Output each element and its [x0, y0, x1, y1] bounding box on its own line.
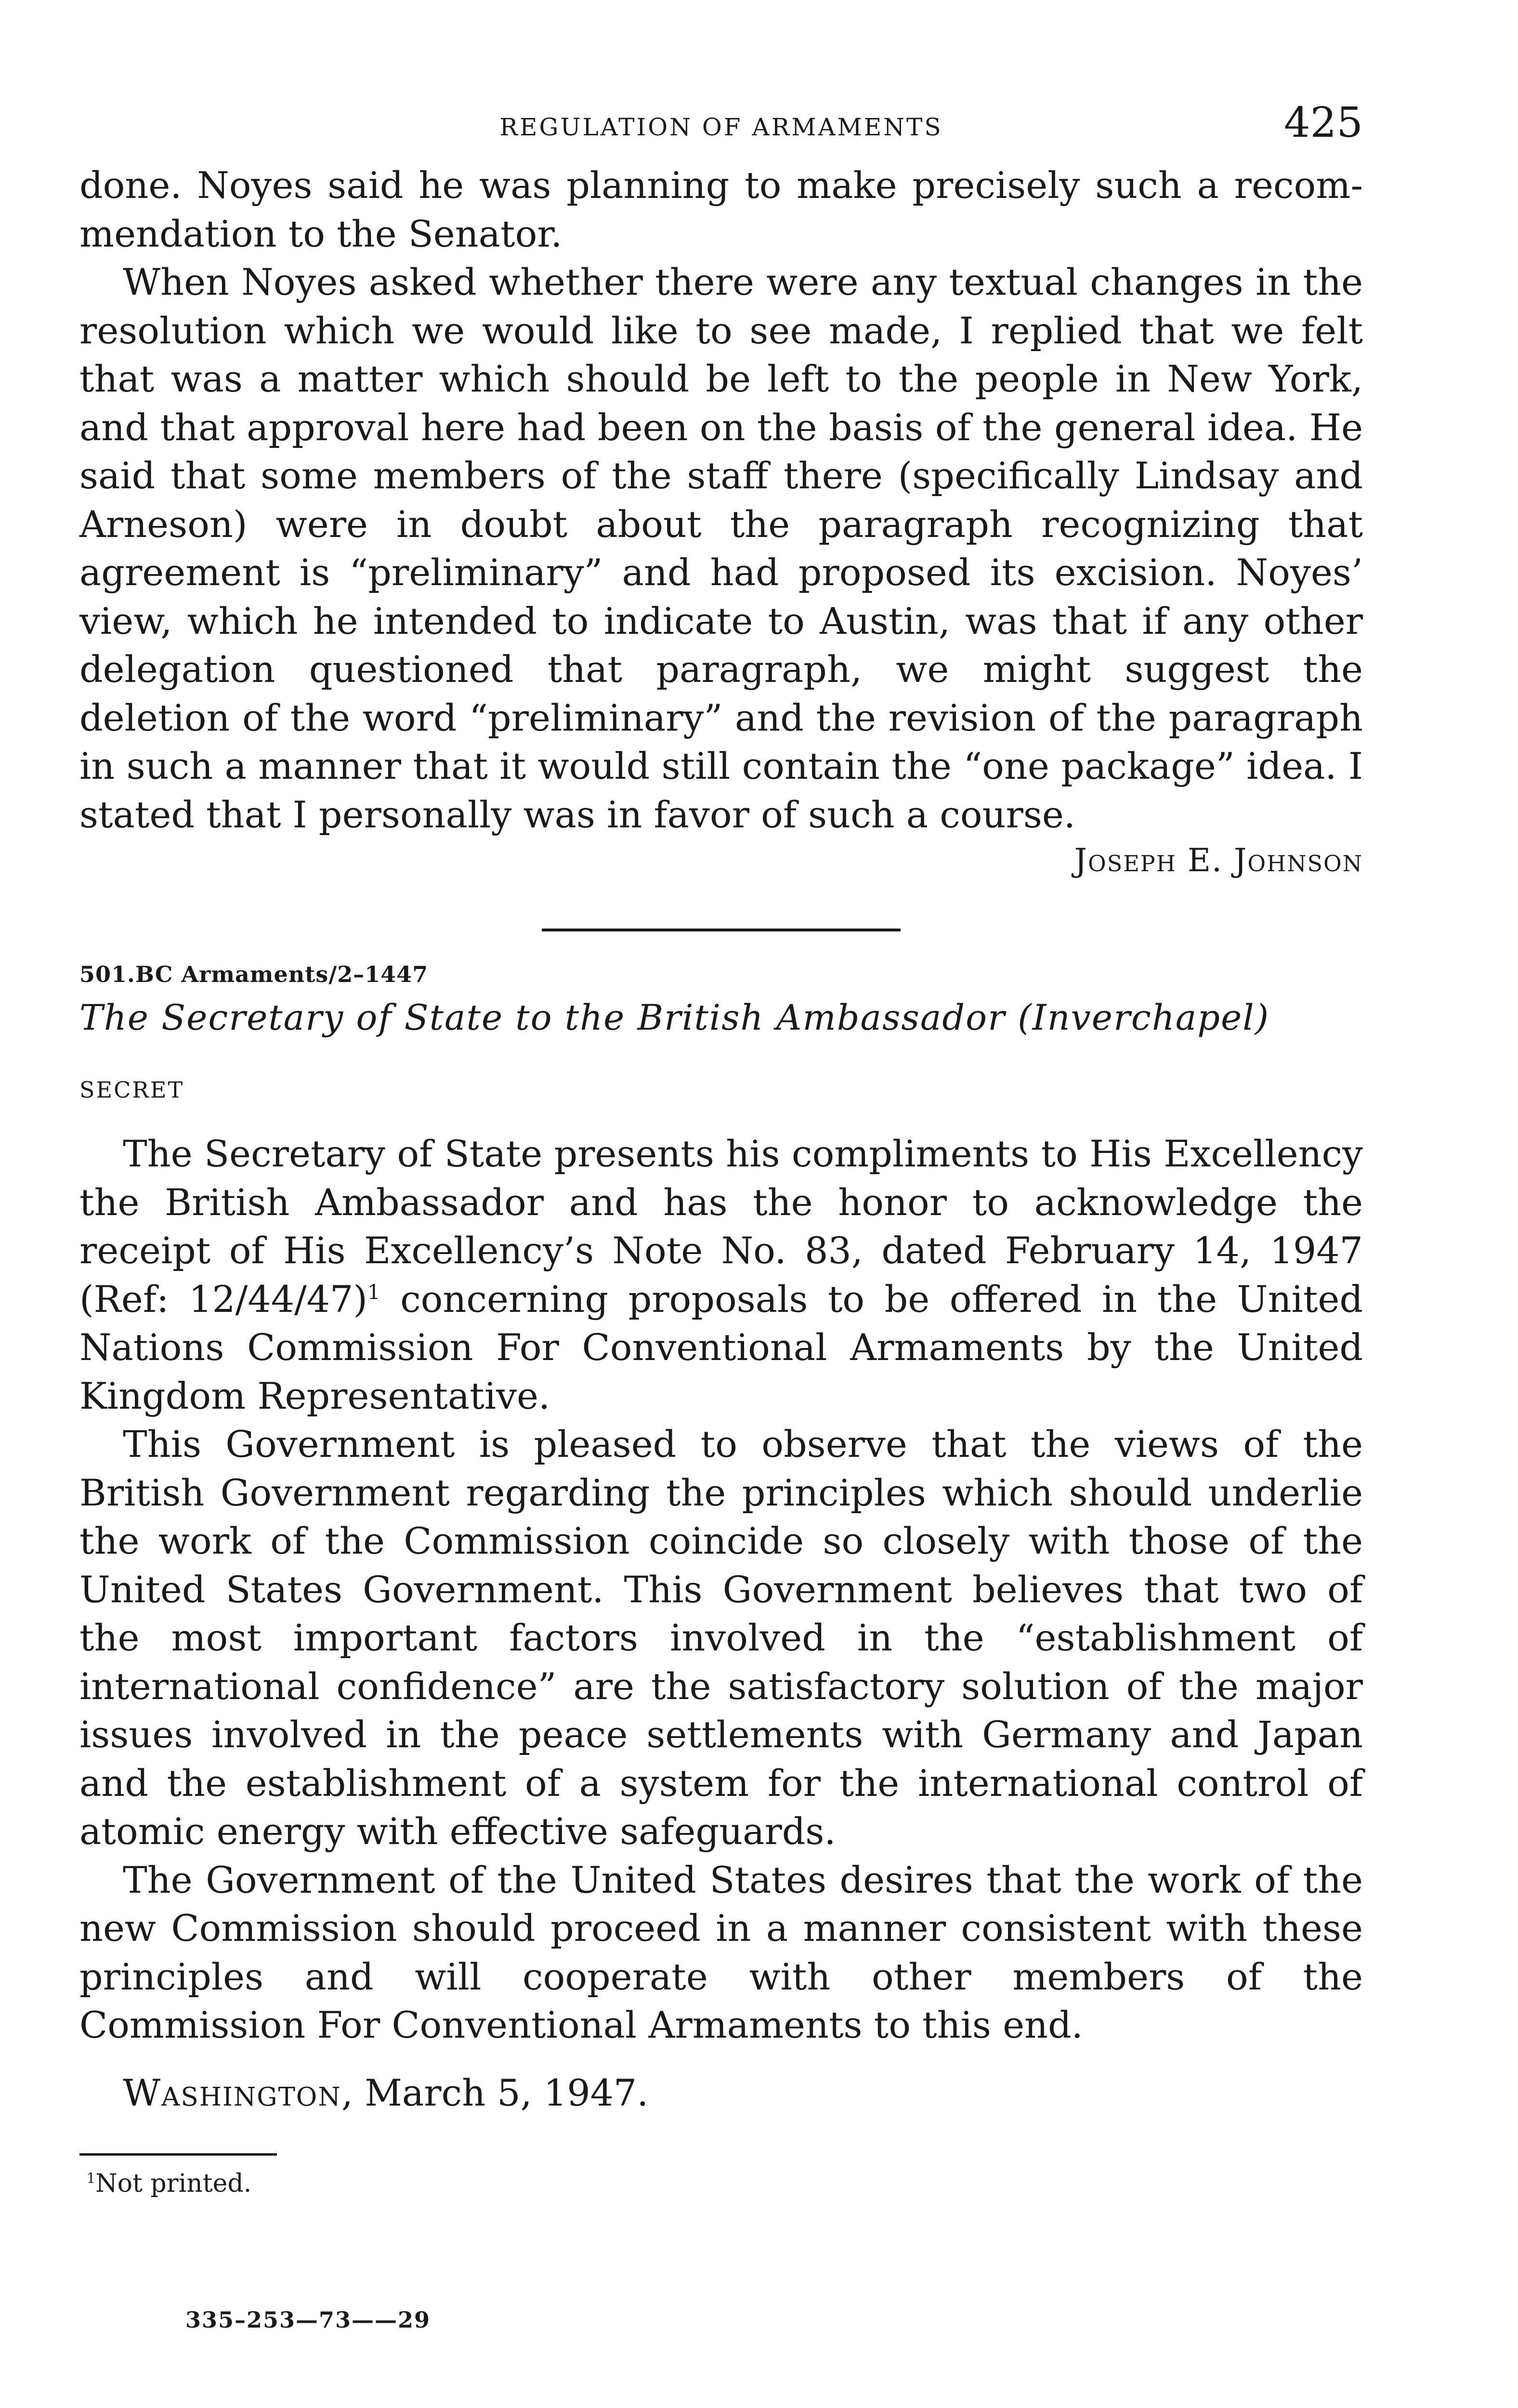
running-head — [79, 99, 1363, 161]
dateline — [79, 2069, 1363, 2118]
classification-label: SECRET — [79, 1077, 184, 1103]
body-paragraph-1-text-cont: concerning proposals to be offered in the United Nations Commission For Conventional Armaments by the United Kingdom Representative. — [79, 1277, 1363, 1417]
running-title: REGULATION OF ARMAMENTS — [499, 113, 943, 141]
document-title: The Secretary of State to the British Ambassador (Inverchapel) — [79, 997, 1270, 1038]
section-divider — [542, 929, 901, 931]
footnote-reference: 1 — [367, 1280, 380, 1304]
footnote — [79, 2169, 1363, 2198]
body-paragraph-2: This Government is pleased to observe that the views of the British Government regarding the principles which should underlie the work of the Commission coincide so closely with those of the United States Government. This Government believes that two of the most important factors involved in the “establishment of international confidence” are the satisfactory solution of the major issues involved in the peace settlements with Germany and Japan and the establishment of a system for the international control of atomic energy with effective safeguards. — [79, 1423, 1363, 1853]
file-reference: 501.BC Armaments/2–1447 — [79, 961, 429, 987]
continuation-paragraph-2: When Noyes asked whether there were any textual changes in the resolution which we would like to see made, I replied that we felt that was a matter which should be left to the people in New York, and that approval here had been on the basis of the general idea. He said that some members of the staff there (specifically Lindsay and Arneson) were in doubt about the paragraph recognizing that agreement is “preliminary” and had proposed its excision. Noyes’ view, which he intended to indicate to Austin, was that if any other delegation questioned that paragraph, we might suggest the deletion of the word “preliminary” and the revision of the paragraph in such a manner that it would still contain the “one package” idea. I stated that I personally was in favor of such a course. — [79, 261, 1363, 836]
dateline-date: , March 5, 1947. — [341, 2071, 649, 2114]
body-paragraph-1-text: The Secretary of State presents his compliments to His Excellency the British Ambassador and has the honor to acknowledge the receipt of His Excellency’s Note No. 83, dated February 14, 1947 (Ref: 12/44/47) — [79, 1132, 1363, 1321]
signature: Joseph E. Johnson — [1074, 842, 1363, 879]
footnote-marker: 1 — [87, 2170, 96, 2186]
page-body — [79, 99, 1363, 2198]
printer-imprint: 335–253—73——29 — [185, 2307, 431, 2333]
footnote-rule — [79, 2153, 277, 2156]
continuation-paragraph-1: done. Noyes said he was planning to make precisely such a recommendation to the Senator. — [79, 164, 1363, 255]
dateline-place: Washington — [123, 2071, 341, 2114]
body-paragraph-3: The Government of the United States desires that the work of the new Commission should proceed in a manner consistent with these principles and will cooperate with other members of the Commission For Conventional Armaments to this end. — [79, 1858, 1363, 2046]
body-paragraph-1 — [79, 1130, 1363, 1420]
page-number: 425 — [1283, 99, 1363, 147]
footnote-text: Not printed. — [95, 2169, 252, 2198]
